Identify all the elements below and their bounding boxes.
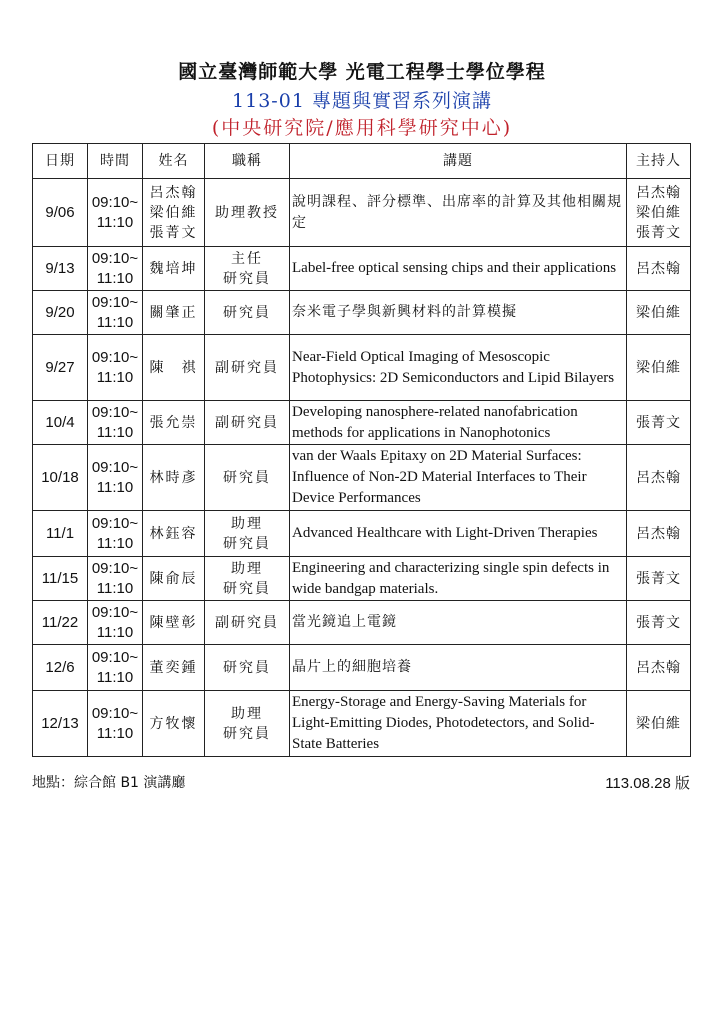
speaker-title-cell-line: 助理 (231, 515, 263, 532)
topic-cell: Label-free optical sensing chips and their applications (290, 247, 627, 291)
topic-cell: 說明課程、評分標準、出席率的計算及其他相關規定 (290, 179, 627, 247)
speaker-name-cell-line: 魏培坤 (149, 260, 198, 277)
speaker-name-cell (143, 445, 205, 511)
header-date: 日期 (33, 144, 88, 179)
date-cell: 9/20 (33, 291, 88, 335)
host-cell (627, 601, 691, 645)
host-cell-line: 呂杰翰 (636, 469, 681, 486)
host-cell (627, 445, 691, 511)
speaker-title-cell (205, 691, 290, 757)
speaker-title-cell-line: 助理 (231, 560, 263, 577)
time-cell-line: 09:10~ (91, 193, 139, 211)
host-cell-line: 呂杰翰 (636, 184, 681, 201)
time-cell (88, 247, 143, 291)
header-time: 時間 (88, 144, 143, 179)
date-cell: 9/06 (33, 179, 88, 247)
host-cell (627, 691, 691, 757)
speaker-title-cell (205, 291, 290, 335)
topic-cell: 晶片上的細胞培養 (290, 645, 627, 691)
date-cell: 11/15 (33, 557, 88, 601)
version-text: 113.08.28 版 (605, 775, 690, 792)
date-cell: 11/22 (33, 601, 88, 645)
speaker-title-cell-line: 研究員 (223, 469, 271, 486)
header-host: 主持人 (627, 144, 691, 179)
speaker-name-cell-line: 林鈺容 (149, 525, 198, 542)
time-cell-line: 11:10 (96, 213, 134, 231)
time-cell-line: 09:10~ (91, 348, 139, 366)
table-row (33, 291, 691, 335)
host-cell-line: 張菁文 (636, 224, 681, 241)
table-row (33, 601, 691, 645)
date-cell: 9/13 (33, 247, 88, 291)
time-cell (88, 557, 143, 601)
time-cell (88, 691, 143, 757)
speaker-name-cell (143, 335, 205, 401)
time-cell-line: 11:10 (96, 724, 134, 742)
speaker-name-cell (143, 601, 205, 645)
topic-cell: 奈米電子學與新興材料的計算模擬 (290, 291, 627, 335)
table-row (33, 691, 691, 757)
date-cell: 12/13 (33, 691, 88, 757)
speaker-title-cell-line: 主任 (231, 250, 263, 267)
speaker-name-cell-line: 呂杰翰 (149, 184, 198, 201)
host-cell-line: 張菁文 (636, 570, 681, 587)
time-cell-line: 09:10~ (91, 648, 139, 666)
speaker-name-cell-line: 陳 祺 (149, 359, 198, 376)
time-cell (88, 645, 143, 691)
topic-cell: Near-Field Optical Imaging of Mesoscopic Photophysics: 2D Semiconductors and Lipid Bilayers (290, 335, 627, 401)
speaker-title-cell-line: 副研究員 (215, 614, 279, 631)
time-cell-line: 11:10 (96, 668, 134, 686)
speaker-title-cell (205, 445, 290, 511)
speaker-title-cell-line: 研究員 (223, 580, 271, 597)
speaker-name-cell-line: 陳壁彰 (149, 614, 198, 631)
speaker-title-cell-line: 助理 (231, 705, 263, 722)
time-cell (88, 291, 143, 335)
host-cell (627, 511, 691, 557)
speaker-name-cell-line: 張菁文 (149, 224, 198, 241)
host-cell (627, 247, 691, 291)
time-cell-line: 11:10 (96, 623, 134, 641)
host-cell-line: 梁伯維 (636, 304, 681, 321)
table-row (33, 335, 691, 401)
speaker-title-cell-line: 研究員 (223, 535, 271, 552)
time-cell-line: 11:10 (96, 534, 134, 552)
table-row (33, 401, 691, 445)
date-cell: 9/27 (33, 335, 88, 401)
host-cell-line: 張菁文 (636, 414, 681, 431)
speaker-title-cell (205, 401, 290, 445)
speaker-name-cell-line: 林時彥 (149, 469, 198, 486)
time-cell-line: 11:10 (96, 269, 134, 287)
time-cell (88, 179, 143, 247)
host-cell-line: 呂杰翰 (636, 659, 681, 676)
time-cell (88, 511, 143, 557)
speaker-title-cell (205, 601, 290, 645)
time-cell-line: 11:10 (96, 579, 134, 597)
time-cell-line: 09:10~ (91, 559, 139, 577)
speaker-name-cell (143, 401, 205, 445)
time-cell-line: 09:10~ (91, 704, 139, 722)
date-cell: 10/18 (33, 445, 88, 511)
time-cell-line: 09:10~ (91, 514, 139, 532)
table-row (33, 645, 691, 691)
time-cell-line: 09:10~ (91, 603, 139, 621)
speaker-name-cell (143, 179, 205, 247)
speaker-name-cell-line: 陳俞辰 (149, 570, 198, 587)
time-cell-line: 09:10~ (91, 403, 139, 421)
table-header-row (33, 144, 691, 179)
speaker-title-cell-line: 研究員 (223, 304, 271, 321)
time-cell-line: 09:10~ (91, 293, 139, 311)
speaker-name-cell-line: 董奕鍾 (149, 659, 198, 676)
host-cell (627, 335, 691, 401)
speaker-name-cell-line: 關肇正 (149, 304, 198, 321)
time-cell-line: 11:10 (96, 313, 134, 331)
speaker-title-cell (205, 557, 290, 601)
speaker-title-cell-line: 助理教授 (215, 204, 279, 221)
schedule-body (33, 179, 691, 757)
topic-cell: van der Waals Epitaxy on 2D Material Surfaces: Influence of Non-2D Material Interfaces to Their Device Performances (290, 445, 627, 511)
table-row (33, 557, 691, 601)
time-cell (88, 445, 143, 511)
speaker-title-cell (205, 645, 290, 691)
speaker-title-cell (205, 335, 290, 401)
topic-cell: Engineering and characterizing single spin defects in wide bandgap materials. (290, 557, 627, 601)
speaker-name-cell (143, 247, 205, 291)
speaker-title-cell-line: 研究員 (223, 725, 271, 742)
host-cell-line: 張菁文 (636, 614, 681, 631)
host-cell-line: 梁伯維 (636, 715, 681, 732)
time-cell (88, 401, 143, 445)
date-cell: 12/6 (33, 645, 88, 691)
speaker-name-cell-line: 梁伯維 (149, 204, 198, 221)
topic-cell: Developing nanosphere-related nanofabrication methods for applications in Nanophotonics (290, 401, 627, 445)
speaker-name-cell (143, 511, 205, 557)
series-title: 113-01 專題與實習系列演講 (232, 90, 492, 112)
topic-cell: Advanced Healthcare with Light-Driven Therapies (290, 511, 627, 557)
speaker-title-cell-line: 副研究員 (215, 359, 279, 376)
time-cell (88, 335, 143, 401)
host-cell-line: 呂杰翰 (636, 260, 681, 277)
location-text: 地點：綜合館 B1 演講廳 (32, 775, 186, 791)
speaker-name-cell (143, 691, 205, 757)
time-cell (88, 601, 143, 645)
speaker-title-cell (205, 247, 290, 291)
speaker-title-cell (205, 179, 290, 247)
time-cell-line: 09:10~ (91, 458, 139, 476)
date-cell: 11/1 (33, 511, 88, 557)
header-topic: 講題 (290, 144, 627, 179)
host-cell (627, 645, 691, 691)
topic-cell: Energy-Storage and Energy-Saving Materials for Light-Emitting Diodes, Photodetectors, and Solid-State Batteries (290, 691, 627, 757)
header-name: 姓名 (143, 144, 205, 179)
time-cell-line: 11:10 (96, 423, 134, 441)
table-row (33, 445, 691, 511)
speaker-title-cell-line: 研究員 (223, 270, 271, 287)
host-cell (627, 291, 691, 335)
table-row (33, 511, 691, 557)
table-row (33, 247, 691, 291)
host-cell-line: 梁伯維 (636, 204, 681, 221)
header-title: 職稱 (205, 144, 290, 179)
host-cell-line: 梁伯維 (636, 359, 681, 376)
date-cell: 10/4 (33, 401, 88, 445)
speaker-name-cell-line: 張允崇 (149, 414, 198, 431)
speaker-name-cell-line: 方牧懷 (149, 715, 198, 732)
speaker-name-cell (143, 291, 205, 335)
host-cell (627, 179, 691, 247)
host-cell (627, 401, 691, 445)
speaker-name-cell (143, 645, 205, 691)
host-cell (627, 557, 691, 601)
schedule-table (32, 143, 691, 757)
time-cell-line: 11:10 (96, 478, 134, 496)
speaker-title-cell (205, 511, 290, 557)
time-cell-line: 09:10~ (91, 249, 139, 267)
topic-cell: 當光鏡追上電鏡 (290, 601, 627, 645)
time-cell-line: 11:10 (96, 368, 134, 386)
table-row (33, 179, 691, 247)
speaker-title-cell-line: 研究員 (223, 659, 271, 676)
organizer-subtitle: (中央研究院/應用科學研究中心) (211, 117, 513, 139)
speaker-title-cell-line: 副研究員 (215, 414, 279, 431)
host-cell-line: 呂杰翰 (636, 525, 681, 542)
page-title: 國立臺灣師範大學 光電工程學士學位學程 (178, 61, 546, 83)
speaker-name-cell (143, 557, 205, 601)
